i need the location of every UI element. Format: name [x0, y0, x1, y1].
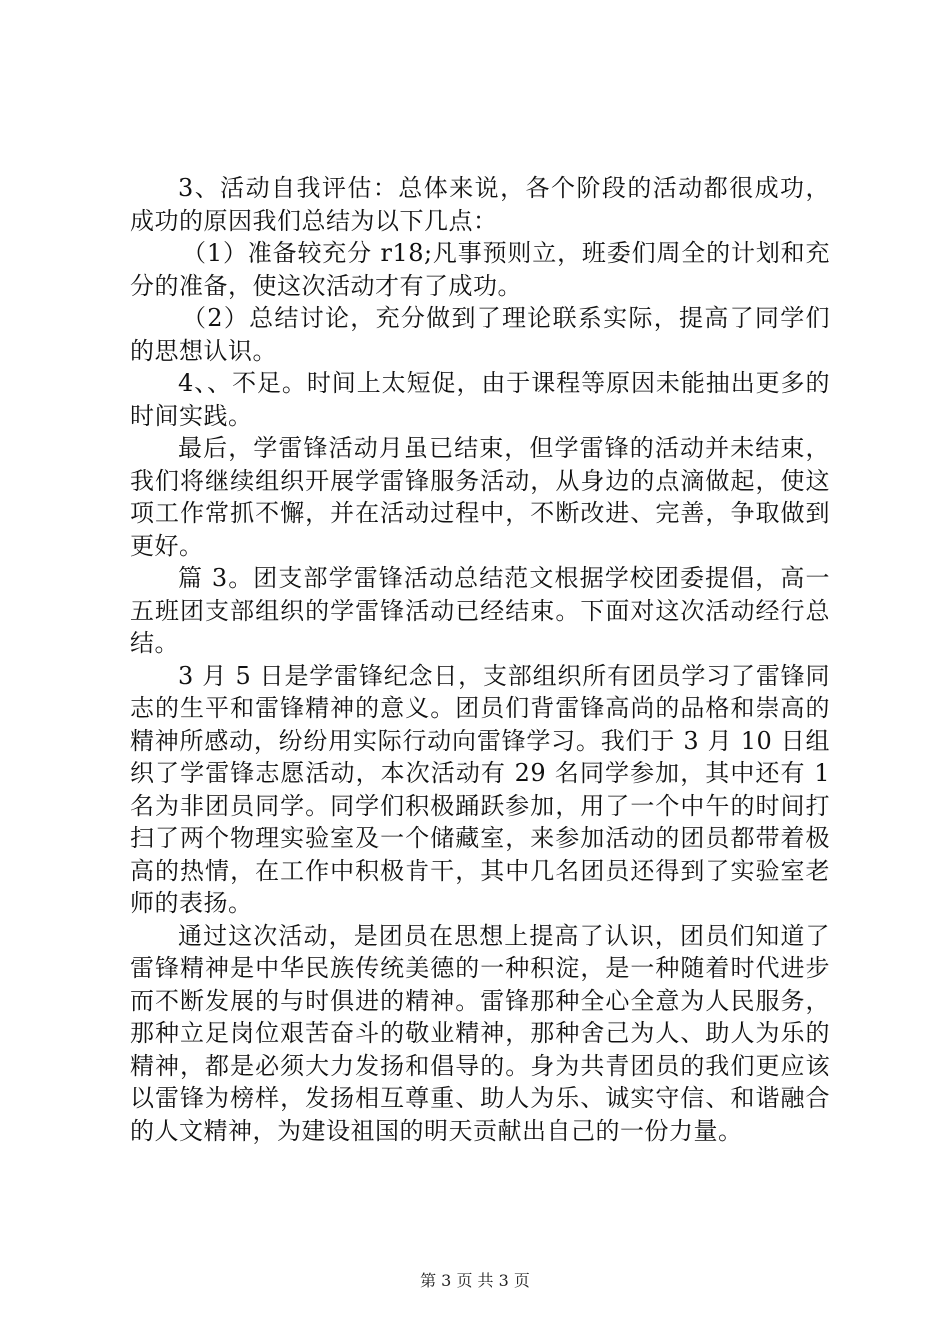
- paragraph-self-assessment: 3、活动自我评估：总体来说，各个阶段的活动都很成功，成功的原因我们总结为以下几点：: [130, 174, 830, 235]
- paragraph-march-5-activity: 3 月 5 日是学雷锋纪念日，支部组织所有团员学习了雷锋同志的生平和雷锋精神的意义。团员们背雷锋高尚的品格和崇高的精神所感动，纷纷用实际行动向雷锋学习。我们于 3 月 10 日组织了学雷锋志愿活动，本次活动有 29 名同学参加，其中还有 1 名为非团员同学。同学们积极踊跃参加，用了一个中午的时间打扫了两个物理实验室及一个储藏室，来参加活动的团员都带着极高的热情，在工作中积极肯干，其中几名团员还得到了实验室老师的表扬。: [130, 661, 830, 917]
- page-footer: 第 3 页 共 3 页: [420, 1271, 530, 1290]
- paragraph-shortcomings: 4、、不足。时间上太短促，由于课程等原因未能抽出更多的时间实践。: [130, 369, 830, 430]
- paragraph-point-2: （2）总结讨论，充分做到了理论联系实际，提高了同学们的思想认识。: [130, 304, 830, 365]
- paragraph-reflection: 通过这次活动，是团员在思想上提高了认识，团员们知道了雷锋精神是中华民族传统美德的一种积淀，是一种随着时代进步而不断发展的与时俱进的精神。雷锋那种全心全意为人民服务，那种立足岗位艰苦奋斗的敬业精神，那种舍己为人、助人为乐的精神，都是必须大力发扬和倡导的。身为共青团员的我们更应该以雷锋为榜样，发扬相互尊重、助人为乐、诚实守信、和谐融合的人文精神，为建设祖国的明天贡献出自己的一份力量。: [130, 921, 830, 1145]
- paragraph-point-1: （1）准备较充分 r18;凡事预则立，班委们周全的计划和充分的准备，使这次活动才有了成功。: [130, 239, 830, 300]
- document-body: [130, 172, 830, 1147]
- paragraph-article-3-intro: 篇 3。团支部学雷锋活动总结范文根据学校团委提倡，高一五班团支部组织的学雷锋活动已经结束。下面对这次活动经行总结。: [130, 564, 830, 657]
- paragraph-conclusion: 最后，学雷锋活动月虽已结束，但学雷锋的活动并未结束，我们将继续组织开展学雷锋服务活动，从身边的点滴做起，使这项工作常抓不懈，并在活动过程中，不断改进、完善，争取做到更好。: [130, 434, 830, 560]
